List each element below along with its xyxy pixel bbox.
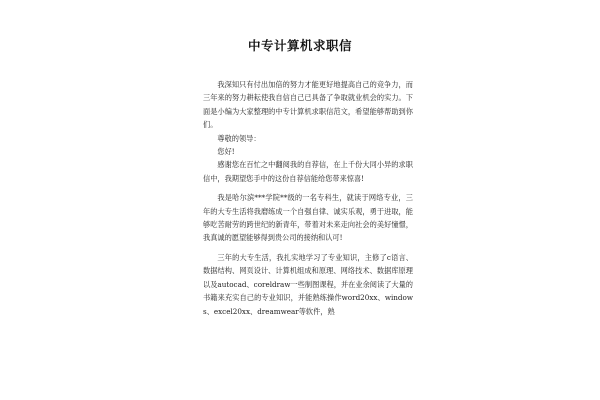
intro-paragraph: 我深知只有付出加倍的努力才能更好地提高自己的竞争力，而三年来的努力耕耘使我自信自己已具备了争取就业机会的实力。下面是小编为大家整理的中专计算机求职信范文，希望能够帮助到你们。 <box>203 80 413 130</box>
document-title: 中专计算机求职信 <box>247 38 352 53</box>
salutation: 尊敬的领导： <box>217 133 261 143</box>
self-introduction-paragraph: 我是哈尔滨***学院**级的一名专科生，就读于网络专业，三年的大专生活将我磨练成一个自强自律、诚实乐观，勇于进取，能够吃苦耐劳的跨世纪的新青年，带着对未来走向社会的美好憧憬，我真诚的愿望能够得到贵公司的接纳和认可! <box>203 193 413 243</box>
thanks-paragraph: 感谢您在百忙之中翻阅我的自荐信，在上千份大同小异的求职信中，我期望您手中的这份自荐信能给您带来惊喜! <box>203 160 413 183</box>
document-body <box>203 78 413 318</box>
greeting: 您好! <box>217 147 235 157</box>
study-paragraph: 三年的大专生活，我扎实地学习了专业知识，主修了c语言、数据结构、网页设计、计算机组成和原理、网络技术、数据库原理以及autocad、coreldraw一些制图课程，并在业余阅读了大量的书籍来充实自己的专业知识，并能熟练操作word20xx、windows、excel20xx、dreamwear等软件，熟 <box>203 252 413 316</box>
